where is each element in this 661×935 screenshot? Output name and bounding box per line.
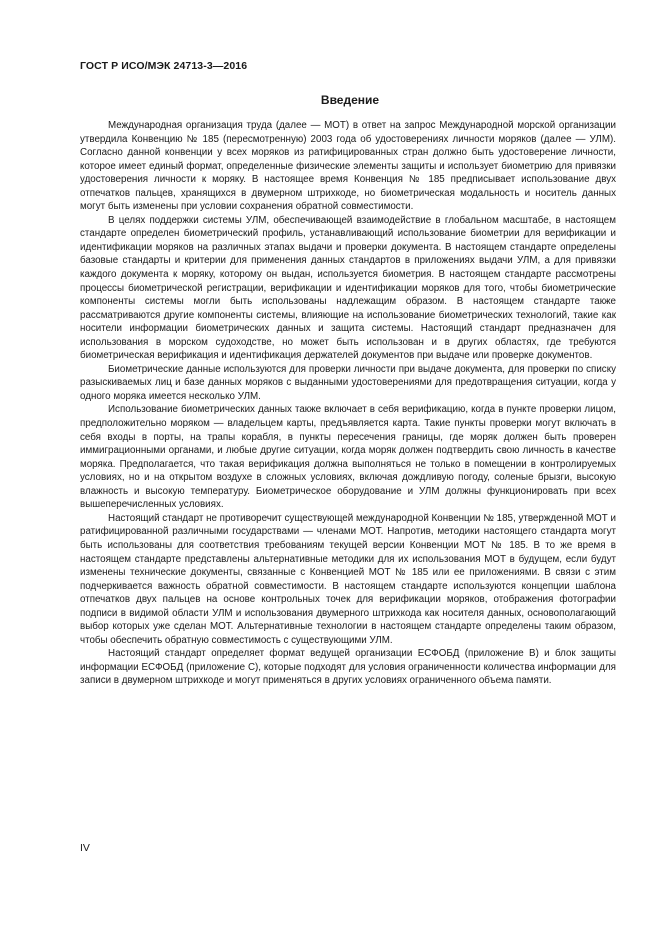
document-body xyxy=(80,119,616,688)
section-title: Введение xyxy=(320,93,380,107)
paragraph: Использование биометрических данных также включает в себя верификацию, когда в пункте проверки лицом, предположительно моряком — владельцем карты, предъявляется карта. Такие пункты проверки могут включать в себя входы в порты, на трапы корабля, в пункты пересечения границы, где моряк должен быть проверен иммиграционными органами, и любые другие ситуации, когда моряк должен подтвердить свою личность в качестве моряка. Предполагается, что такая верификация должна выполняться не только в помещении в контролируемых условиях, но и на открытом воздухе в сложных условиях, включая дождливую погоду, соленые брызги, высокую влажность и высокую температуру. Биометрическое оборудование и УЛМ должны функционировать при всех вышеперечисленных условиях. xyxy=(80,404,616,511)
paragraph: Международная организация труда (далее — МОТ) в ответ на запрос Международной морской организации утвердила Конвенцию № 185 (пересмотренную) 2003 года об удостоверениях личности моряков (далее — УЛМ). Согласно данной конвенции у всех моряков из ратифицированных стран должно быть удостоверение личности, которое имеет единый формат, определенные физические элементы защиты и использует биометрию для привязки удостоверения личности к моряку. В настоящее время Конвенция № 185 предписывает использование двух отпечатков пальцев, хранящихся в двумерном штрихкоде, но биометрическая модальность и носитель данных могут быть изменены при условии сохранения обратной совместимости. xyxy=(80,120,616,213)
paragraph: Настоящий стандарт определяет формат ведущей организации ЕСФОБД (приложение В) и блок защиты информации ЕСФОБД (приложение С), которые подходят для условия ограниченности количества информации для записи в двумерном штрихкоде и могут применяться в других условиях ограниченного объема памяти. xyxy=(80,648,616,687)
page-number: IV xyxy=(80,842,90,854)
document-header: ГОСТ Р ИСО/МЭК 24713-3—2016 xyxy=(80,60,248,72)
paragraph: Биометрические данные используются для проверки личности при выдаче документа, для проверки по списку разыскиваемых лиц и базе данных моряков с выданными удостоверениями для предотвращения ситуации, когда у одного моряка имеется несколько УЛМ. xyxy=(80,363,616,402)
paragraph: Настоящий стандарт не противоречит существующей международной Конвенции № 185, утвержденной МОТ и ратифицированной различными государствами — членами МОТ. Напротив, методики настоящего стандарта могут быть использованы для соответствия требованиям текущей версии Конвенции МОТ № 185. В то же время в настоящем стандарте представлены альтернативные методики для их использования МОТ в будущем, если будут изменены технические документы, связанные с Конвенцией МОТ № 185 или ее приложениями. В связи с этим подчеркивается важность обратной совместимости. В настоящем стандарте используются концепции шаблона отпечатков двух пальцев на основе контрольных точек для верификации моряков, отображения фотографии подписи в видимой области УЛМ и использования двумерного штрихкода как носителя данных, основополагающий выбор которых уже сделан МОТ. Альтернативные технологии в настоящем стандарте определены таким образом, чтобы обеспечить обратную совместимость с существующими УЛМ. xyxy=(80,512,616,646)
paragraph: В целях поддержки системы УЛМ, обеспечивающей взаимодействие в глобальном масштабе, в настоящем стандарте определен биометрический профиль, устанавливающий использование биометрии для верификации и идентификации моряков на различных этапах выдачи и проверки документа. В настоящем стандарте определены базовые стандарты и критерии для применения данных стандартов в приложениях выдачи УЛМ, а для привязки каждого документа к моряку, которому он выдан, используется биометрия. В настоящем стандарте рассмотрены процессы биометрической регистрации, верификации и идентификации моряков для того, чтобы биометрические компоненты системы могли быть использованы надлежащим образом. В настоящем стандарте также рассматриваются другие компоненты системы, влияющие на использование биометрических технологий, такие как носители информации биометрических данных и защита системы. Настоящий стандарт предназначен для использования в морском судоходстве, но может быть использован и в других областях, где требуются биометрическая верификация и идентификация держателей документов при выдаче или проверке документов. xyxy=(80,214,616,362)
